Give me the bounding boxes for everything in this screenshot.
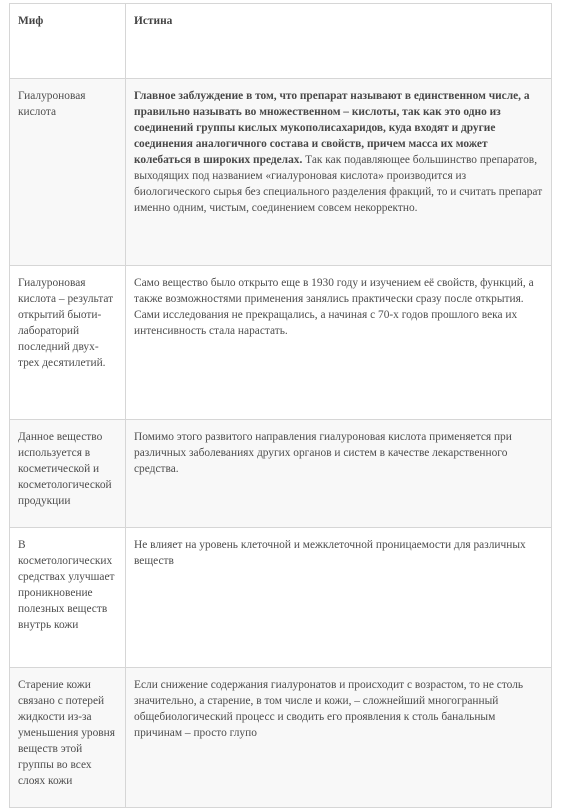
truth-text: Так как подавляющее большинство препаратов, выходящих под названием «гиалуроновая кислота» производится из биологического сырья без специального разделения фракций, то и считать препарат именно одним, чистым, соединением совсем некорректно.	[134, 154, 543, 214]
myth-cell: Старение кожи связано с потерей жидкости из-за уменьшения уровня веществ этой группы во всех слоях кожи	[10, 668, 126, 808]
table-header-row	[10, 4, 552, 79]
truth-cell: Само вещество было открыто еще в 1930 году и изучением её свойств, функций, а также возможностями применения занялись практически сразу после открытия. Сами исследования не прекращались, а начиная с 70-х годов прошлого века их интенсивность стала нарастать.	[126, 266, 552, 420]
truth-cell: Если снижение содержания гиалуронатов и происходит с возрастом, то не столь значительно, а старение, в том числе и кожи, – сложнейший многогранный общебиологический процесс и сводить его проявления к столь банальным причинам – просто глупо	[126, 668, 552, 808]
truth-cell: Не влияет на уровень клеточной и межклеточной проницаемости для различных веществ	[126, 528, 552, 668]
header-truth: Истина	[126, 4, 552, 79]
myth-truth-table	[9, 3, 552, 808]
truth-cell	[126, 79, 552, 266]
header-myth: Миф	[10, 4, 126, 79]
myth-cell: Данное вещество используется в косметической и косметологической продукции	[10, 420, 126, 528]
table-row	[10, 528, 552, 668]
table-row	[10, 266, 552, 420]
truth-bold-text: Главное заблуждение в том, что препарат называют в единственном числе, а правильно называть во множественном – кислоты, так как это одно из соединений группы кислых мукополисахаридов, куда входят и другие соединения аналогичного состава и свойств, причем масса их может колебаться в широких пределах.	[134, 90, 530, 166]
table-row	[10, 668, 552, 808]
myth-cell: В косметологических средствах улучшает проникновение полезных веществ внутрь кожи	[10, 528, 126, 668]
table-row	[10, 420, 552, 528]
myth-cell: Гиалуроновая кислота – результат открытий быоти-лабораторий последний двух-трех десятилетий.	[10, 266, 126, 420]
truth-cell: Помимо этого развитого направления гиалуроновая кислота применяется при различных заболеваниях других органов и систем в качестве лекарственного средства.	[126, 420, 552, 528]
myth-cell: Гиалуроновая кислота	[10, 79, 126, 266]
table-row	[10, 79, 552, 266]
